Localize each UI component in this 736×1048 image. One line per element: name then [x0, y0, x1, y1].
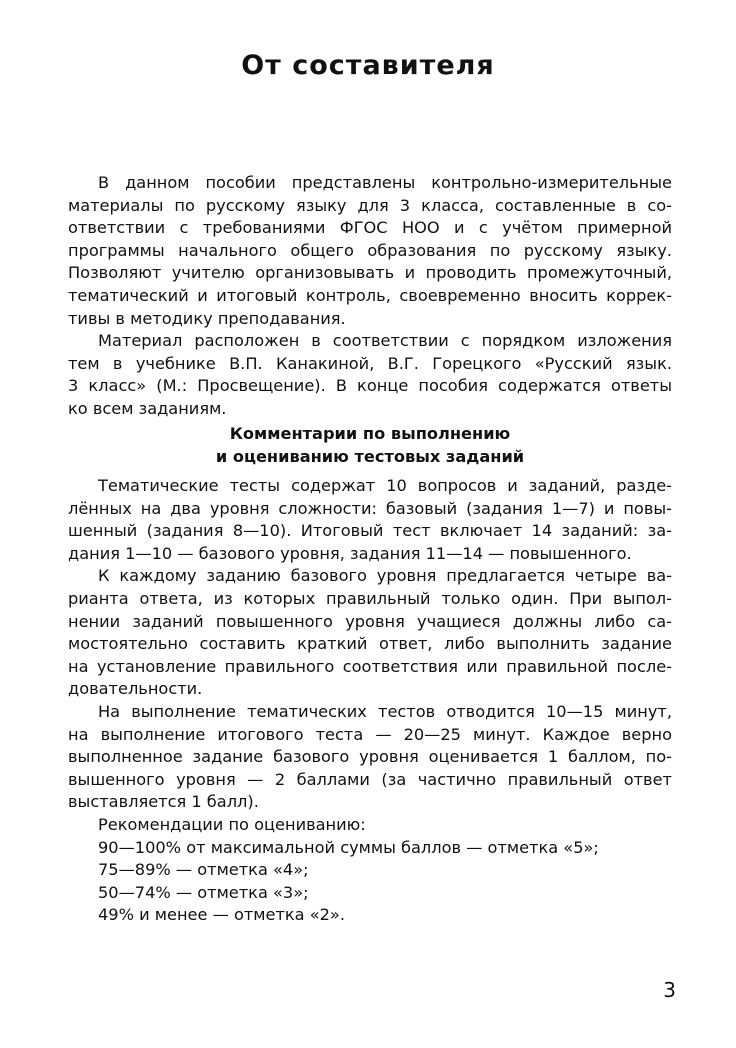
text-line: Тематические тесты содержат 10 вопросов и заданий, разде-: [98, 476, 672, 495]
text-line: шенный (задания 8—10). Итоговый тест включает 14 заданий: за-: [68, 521, 672, 541]
page-number: 3: [663, 978, 676, 1002]
subheading-line: Комментарии по выполнению: [229, 424, 511, 443]
text-line: ко всем заданиям.: [68, 398, 227, 418]
recommendations-label: Рекомендации по оцениванию:: [98, 814, 366, 834]
text-line: ответствии с требованиями ФГОС НОО и с учётом примерной: [68, 218, 672, 238]
text-line: лённых на два уровня сложности: базовый (задания 1—7) и повы-: [68, 498, 672, 518]
text-line: выставляется 1 балл).: [68, 792, 259, 812]
text-line: материалы по русскому языку для 3 класса, составленные в со-: [68, 195, 672, 215]
text-line: Материал расположен в соответствии с порядком изложения: [98, 331, 672, 351]
page-title: От составителя: [241, 50, 495, 81]
text-line: дания 1—10 — базового уровня, задания 11—14 — повышенного.: [68, 543, 632, 563]
grade-line: 50—74% — отметка «3»;: [98, 882, 309, 902]
text-line: на установление правильного соответствия или правильной после-: [68, 656, 672, 676]
text-line: К каждому заданию базового уровня предлагается четыре ва-: [98, 566, 672, 586]
text-line: тематический и итоговый контроль, своевременно вносить коррек-: [68, 285, 672, 305]
grade-line: 75—89% — отметка «4»;: [98, 860, 309, 880]
intro-section: [68, 172, 672, 421]
text-line: мостоятельно составить краткий ответ, либо выполнить задание: [68, 634, 672, 654]
section-subheading: [68, 423, 672, 468]
text-line: тивы в методику преподавания.: [68, 308, 346, 328]
text-line: выполненное задание базового уровня оценивается 1 баллом, по-: [68, 747, 672, 767]
text-line: нении заданий повышенного уровня учащиеся должны либо са-: [68, 611, 672, 631]
grade-line: 49% и менее — отметка «2».: [98, 905, 345, 925]
text-line: программы начального общего образования по русскому языку.: [68, 240, 672, 260]
text-line: тем в учебнике В.П. Канакиной, В.Г. Горецкого «Русский язык.: [68, 353, 672, 373]
text-line: рианта ответа, из которых правильный только один. При выпол-: [68, 588, 672, 608]
text-line: вышенного уровня — 2 баллами (за частично правильный ответ: [68, 769, 672, 789]
grade-line: 90—100% от максимальной суммы баллов — отметка «5»;: [98, 837, 599, 857]
text-line: В данном пособии представлены контрольно-измерительные: [98, 173, 672, 192]
text-line: довательности.: [68, 679, 203, 699]
comments-section: [68, 475, 672, 927]
text-line: Позволяют учителю организовывать и проводить промежуточный,: [68, 263, 672, 283]
subheading-line: и оцениванию тестовых заданий: [215, 446, 525, 466]
text-line: 3 класс» (М.: Просвещение). В конце пособия содержатся ответы: [68, 376, 672, 396]
text-line: на выполнение итогового теста — 20—25 минут. Каждое верно: [68, 724, 672, 744]
text-line: На выполнение тематических тестов отводится 10—15 минут,: [98, 701, 672, 721]
